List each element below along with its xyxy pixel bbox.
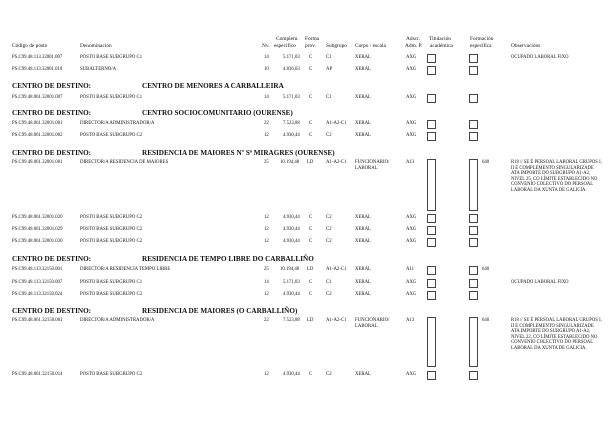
cell-complemento: 5.171,03	[283, 280, 300, 285]
cell-complemento: 4.930,44	[283, 227, 300, 232]
formacion-box	[469, 132, 478, 141]
cell-observacions: R18 // SE É PERSOAL LABORAL GRUPOS I, II E COMPLEMENTO SINGULARIZADE ATA IMPORTE DO SUBGRUPO A1-A2, NIVEL 25, CO LÍMITE ESTABLECIDO NO CONVENIO COLECTIVO DO PERSOAL LABORAL DA XUNTA DE GALICIA.	[511, 160, 602, 193]
cell-code: PS.C99.48.061.32001.029	[12, 227, 63, 232]
cell-denominacion: DIRECTOR/A RESIDENCIA DE MAIORES	[80, 160, 169, 165]
titulacion-box	[427, 291, 436, 300]
cell-complemento: 5.171,03	[283, 55, 300, 60]
cell-denominacion: POSTO BASE SUBGRUPO C1	[80, 55, 143, 60]
cell-subgrupo: A1-A2-C1	[326, 267, 347, 272]
formacion-box	[469, 266, 478, 275]
titulacion-box	[427, 371, 436, 380]
cell-code: PS.C99.48.061.32001.007	[12, 95, 63, 100]
formacion-box	[469, 317, 478, 367]
cell-corpo: XERAL	[355, 280, 371, 285]
cell-complemento: 4.836,03	[283, 67, 300, 72]
cell-subgrupo: C2	[326, 239, 332, 244]
titulacion-box	[427, 238, 436, 247]
section-name: RESIDENCIA DE TEMPO LIBRE DO CARBALLIÑO	[142, 255, 314, 263]
col-header-adscr-2: Adm. P.	[405, 43, 423, 49]
cell-adscr: AXG	[406, 95, 417, 100]
cell-adscr: AXG	[406, 292, 417, 297]
titulacion-box	[427, 266, 436, 275]
cell-subgrupo: C2	[326, 372, 332, 377]
cell-adscr: AXG	[406, 121, 417, 126]
cell-subgrupo: C2	[326, 292, 332, 297]
cell-subgrupo: C2	[326, 227, 332, 232]
col-header-denominacion: Denominación	[80, 43, 112, 49]
formacion-box	[469, 226, 478, 235]
cell-corpo: XERAL	[355, 372, 371, 377]
cell-code: PS.C99.48.061.32150.014	[12, 372, 63, 377]
cell-forma: C	[309, 292, 313, 297]
section-name: CENTRO SOCIOCOMUNITARIO (OURENSE)	[142, 109, 293, 117]
cell-code: PS.C99.48.061.32001.030	[12, 239, 63, 244]
formacion-box	[469, 94, 478, 103]
formacion-box	[469, 159, 478, 211]
cell-denominacion: DIRECTOR/A ADMINISTRADOR/A	[80, 318, 155, 323]
cell-nivel: 12	[264, 133, 269, 138]
cell-code: PS.C99.48.113.32001.010	[12, 67, 63, 72]
cell-forma: LD	[307, 267, 314, 272]
col-header-codigo: Código de posto	[12, 43, 48, 49]
cell-corpo: FUNCIONARIO/ LABORAL	[355, 318, 390, 329]
section-name: CENTRO DE MENORES A CARBALLEIRA	[142, 82, 284, 90]
section-name: RESIDENCIA DE MAIORES Nº Sª MIRAGRES (OURENSE)	[142, 149, 335, 157]
cell-denominacion: POSTO BASE SUBGRUPO C2	[80, 227, 143, 232]
cell-adscr: AXG	[406, 280, 417, 285]
cell-nivel: 14	[264, 55, 269, 60]
cell-adscr: AXG	[406, 55, 417, 60]
cell-complemento: 4.930,44	[283, 239, 300, 244]
cell-code: PS.C99.48.061.32001.001	[12, 160, 63, 165]
col-header-titulacion-1: Titulación	[429, 36, 451, 42]
cell-adscr: AXG	[406, 227, 417, 232]
cell-observacions: R18 // SE É PERSOAL LABORAL GRUPOS I, II E COMPLEMENTO SINGULARIZADE ATA IMPORTE DO SUBGRUPO A1-A2, NIVEL 22, CO LÍMITE ESTABLECIDO NO CONVENIO COLECTIVO DO PERSOAL LABORAL DA XUNTA DE GALICIA.	[511, 318, 602, 351]
cell-corpo: XERAL	[355, 292, 371, 297]
cell-forma: LD	[307, 318, 314, 323]
cell-denominacion: POSTO BASE SUBGRUPO C1	[80, 280, 143, 285]
cell-corpo: XERAL	[355, 133, 371, 138]
cell-formacion: 640	[482, 318, 490, 323]
titulacion-box	[427, 94, 436, 103]
cell-nivel: 12	[264, 215, 269, 220]
cell-code: PS.C99.48.061.32001.002	[12, 133, 63, 138]
cell-adscr: A13	[406, 160, 415, 165]
section-label: CENTRO DE DESTINO:	[12, 255, 92, 263]
cell-forma: C	[309, 133, 313, 138]
cell-code: PS.C99.48.113.32150.007	[12, 280, 63, 285]
col-header-formacion-1: Formación	[470, 36, 494, 42]
cell-complemento: 10.194,48	[280, 267, 300, 272]
cell-nivel: 22	[264, 121, 269, 126]
titulacion-box	[427, 159, 436, 211]
cell-complemento: 10.194,48	[280, 160, 300, 165]
cell-complemento: 4.930,44	[283, 133, 300, 138]
cell-code: PS.C99.48.061.32001.001	[12, 121, 63, 126]
cell-formacion: 640	[482, 267, 490, 272]
cell-observacions: OCUPADO LABORAL FIXO	[511, 280, 569, 285]
cell-subgrupo: C1	[326, 55, 332, 60]
cell-denominacion: POSTO BASE SUBGRUPO C2	[80, 292, 143, 297]
formacion-box	[469, 371, 478, 380]
section-label: CENTRO DE DESTINO:	[12, 149, 92, 157]
cell-code: PS.C99.48.061.32001.020	[12, 215, 63, 220]
col-header-observacions: Observacións	[511, 43, 541, 49]
col-header-nivel: Nv.	[262, 43, 270, 49]
cell-nivel: 12	[264, 292, 269, 297]
titulacion-box	[427, 226, 436, 235]
cell-nivel: 25	[264, 160, 269, 165]
cell-denominacion: POSTO BASE SUBGRUPO C2	[80, 215, 143, 220]
cell-forma: LD	[307, 160, 314, 165]
col-header-formacion-2: específica	[470, 43, 492, 49]
cell-subgrupo: C2	[326, 215, 332, 220]
formacion-box	[469, 279, 478, 288]
section-label: CENTRO DE DESTINO:	[12, 109, 92, 117]
cell-nivel: 14	[264, 280, 269, 285]
cell-complemento: 4.930,44	[283, 215, 300, 220]
col-header-subgrupo: Subgrupo	[326, 43, 347, 49]
cell-subgrupo: AP	[326, 67, 333, 72]
titulacion-box	[427, 54, 436, 63]
cell-nivel: 12	[264, 239, 269, 244]
cell-nivel: 10	[264, 67, 269, 72]
cell-code: PS.C99.48.061.32150.001	[12, 318, 63, 323]
formacion-box	[469, 238, 478, 247]
cell-corpo: XERAL	[355, 239, 371, 244]
cell-code: PS.C99.48.113.32150.001	[12, 267, 63, 272]
col-header-titulacion-2: académica	[430, 43, 453, 49]
cell-subgrupo: C1	[326, 280, 332, 285]
cell-complemento: 5.171,03	[283, 95, 300, 100]
titulacion-box	[427, 120, 436, 129]
cell-subgrupo: A1-A2-C1	[326, 121, 347, 126]
cell-denominacion: POSTO BASE SUBGRUPO C1	[80, 95, 143, 100]
formacion-box	[469, 291, 478, 300]
cell-forma: C	[309, 372, 313, 377]
cell-denominacion: DIRECTOR/A ADMINISTRADOR/A	[80, 121, 155, 126]
cell-complemento: 7.523,88	[283, 121, 300, 126]
formacion-box	[469, 54, 478, 63]
col-header-complemento-2: específico	[274, 43, 296, 49]
cell-nivel: 12	[264, 227, 269, 232]
cell-code: PS.C99.48.113.32001.007	[12, 55, 63, 60]
cell-corpo: XERAL	[355, 67, 371, 72]
cell-forma: C	[309, 95, 313, 100]
cell-subgrupo: C1	[326, 95, 332, 100]
titulacion-box	[427, 66, 436, 75]
cell-subgrupo: A1-A2-C1	[326, 160, 347, 165]
cell-corpo: FUNCIONARIO/ LABORAL	[355, 160, 390, 171]
formacion-box	[469, 120, 478, 129]
cell-adscr: AXG	[406, 239, 417, 244]
cell-complemento: 4.930,44	[283, 292, 300, 297]
cell-formacion: 640	[482, 160, 490, 165]
titulacion-box	[427, 132, 436, 141]
cell-complemento: 4.930,44	[283, 372, 300, 377]
col-header-complemento-1: Complem.	[276, 36, 299, 42]
formacion-box	[469, 214, 478, 223]
cell-adscr: A11	[406, 267, 415, 272]
cell-corpo: XERAL	[355, 55, 371, 60]
cell-adscr: AXG	[406, 372, 417, 377]
cell-observacions: OCUPADO LABORAL FIXO	[511, 55, 569, 60]
cell-forma: C	[309, 121, 313, 126]
cell-nivel: 14	[264, 95, 269, 100]
cell-adscr: AXG	[406, 215, 417, 220]
cell-corpo: XERAL	[355, 267, 371, 272]
cell-denominacion: POSTO BASE SUBGRUPO C2	[80, 372, 143, 377]
cell-corpo: XERAL	[355, 95, 371, 100]
cell-nivel: 22	[264, 318, 269, 323]
col-header-adscr-1: Adscr.	[406, 36, 420, 42]
section-label: CENTRO DE DESTINO:	[12, 307, 92, 315]
titulacion-box	[427, 214, 436, 223]
cell-corpo: XERAL	[355, 227, 371, 232]
cell-forma: C	[309, 55, 313, 60]
titulacion-box	[427, 317, 436, 367]
cell-adscr: A13	[406, 318, 415, 323]
cell-nivel: 25	[264, 267, 269, 272]
cell-denominacion: DIRECTOR/A RESIDENCIA TEMPO LIBRE	[80, 267, 171, 272]
cell-corpo: XERAL	[355, 121, 371, 126]
cell-forma: C	[309, 215, 313, 220]
col-header-corpo: Corpo / escala	[355, 43, 386, 49]
cell-denominacion: POSTO BASE SUBGRUPO C2	[80, 133, 143, 138]
cell-forma: C	[309, 280, 313, 285]
cell-complemento: 7.523,88	[283, 318, 300, 323]
cell-subgrupo: A1-A2-C1	[326, 318, 347, 323]
cell-denominacion: POSTO BASE SUBGRUPO C2	[80, 239, 143, 244]
cell-forma: C	[309, 67, 313, 72]
cell-forma: C	[309, 227, 313, 232]
section-label: CENTRO DE DESTINO:	[12, 82, 92, 90]
cell-corpo: XERAL	[355, 215, 371, 220]
cell-nivel: 12	[264, 372, 269, 377]
section-name: RESIDENCIA DE MAIORES (O CARBALLIÑO)	[142, 307, 298, 315]
cell-code: PS.C99.48.113.32150.024	[12, 292, 63, 297]
cell-forma: C	[309, 239, 313, 244]
col-header-forma-1: Forma	[305, 36, 320, 42]
formacion-box	[469, 66, 478, 75]
col-header-forma-2: prov.	[305, 43, 316, 49]
cell-denominacion: SUBALTERNO/A	[80, 67, 117, 72]
cell-adscr: AXG	[406, 67, 417, 72]
cell-adscr: AXG	[406, 133, 417, 138]
titulacion-box	[427, 279, 436, 288]
cell-subgrupo: C2	[326, 133, 332, 138]
